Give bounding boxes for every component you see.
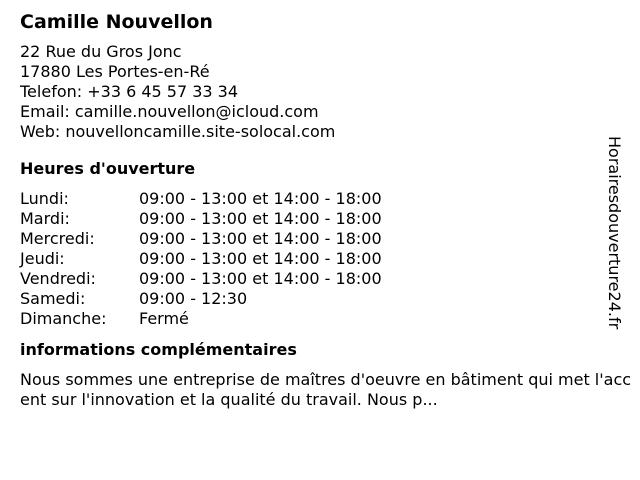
more-info-heading: informations complémentaires bbox=[20, 340, 297, 359]
hours-day: Vendredi: bbox=[20, 269, 96, 288]
hours-row-monday bbox=[20, 189, 632, 209]
hours-time: 09:00 - 13:00 et 14:00 - 18:00 bbox=[139, 229, 382, 248]
hours-row-tuesday bbox=[20, 209, 632, 229]
hours-row-friday bbox=[20, 269, 632, 289]
opening-hours-heading: Heures d'ouverture bbox=[20, 159, 196, 178]
email-address[interactable]: Email: camille.nouvellon@icloud.com bbox=[20, 102, 319, 121]
address-street: 22 Rue du Gros Jonc bbox=[20, 42, 182, 61]
address-city: 17880 Les Portes-en-Ré bbox=[20, 62, 210, 81]
hours-day: Mercredi: bbox=[20, 229, 95, 248]
hours-day: Jeudi: bbox=[20, 249, 65, 268]
hours-row-thursday bbox=[20, 249, 632, 269]
website-link[interactable]: Web: nouvelloncamille.site-solocal.com bbox=[20, 122, 336, 141]
business-description: Nous sommes une entreprise de maîtres d'oeuvre en bâtiment qui met l'accent sur l'innovation et la qualité du travail. Nous p... bbox=[20, 370, 632, 409]
hours-day: Mardi: bbox=[20, 209, 70, 228]
business-name: Camille Nouvellon bbox=[20, 11, 213, 33]
phone-number[interactable]: Telefon: +33 6 45 57 33 34 bbox=[20, 82, 239, 101]
hours-time: 09:00 - 13:00 et 14:00 - 18:00 bbox=[139, 209, 382, 228]
contact-block bbox=[20, 42, 632, 142]
opening-hours-table bbox=[20, 189, 632, 329]
hours-day: Lundi: bbox=[20, 189, 69, 208]
hours-time: 09:00 - 13:00 et 14:00 - 18:00 bbox=[139, 189, 382, 208]
hours-row-sunday bbox=[20, 309, 632, 329]
hours-day: Samedi: bbox=[20, 289, 86, 308]
hours-row-saturday bbox=[20, 289, 632, 309]
hours-time: 09:00 - 13:00 et 14:00 - 18:00 bbox=[139, 269, 382, 288]
hours-time: 09:00 - 13:00 et 14:00 - 18:00 bbox=[139, 249, 382, 268]
hours-time: 09:00 - 12:30 bbox=[139, 289, 248, 308]
hours-day: Dimanche: bbox=[20, 309, 107, 328]
site-watermark: Horairesdouverture24.fr bbox=[605, 136, 624, 330]
hours-row-wednesday bbox=[20, 229, 632, 249]
hours-time: Fermé bbox=[139, 309, 189, 328]
business-card bbox=[20, 10, 632, 410]
